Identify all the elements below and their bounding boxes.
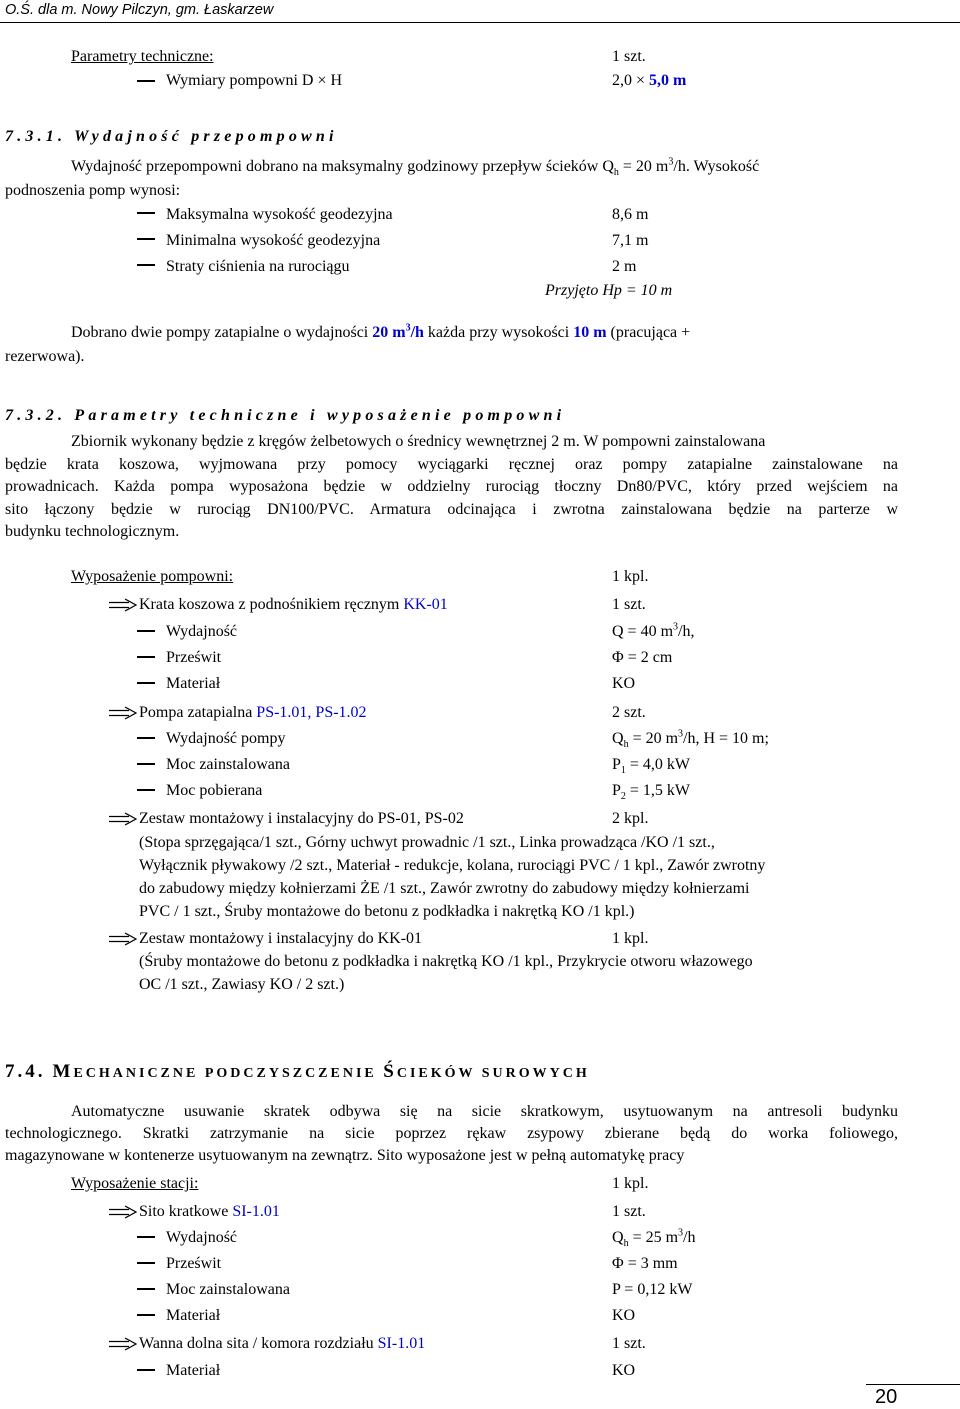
pompa-param-label: Moc pobierana bbox=[166, 782, 263, 799]
dash-icon bbox=[137, 264, 155, 266]
dash-icon bbox=[137, 737, 155, 739]
pompa-label: Pompa zatapialna PS-1.01, PS-1.02 bbox=[139, 704, 367, 721]
dash-icon bbox=[137, 80, 155, 82]
krata-param-value: Q = 40 $m^3/h$, bbox=[612, 621, 695, 640]
pump-equipment-qty: 1 kpl. bbox=[612, 568, 649, 585]
sito-qty: 1 szt. bbox=[612, 1203, 646, 1220]
s732-para-last: budynku technologicznym. bbox=[5, 523, 180, 540]
s74-para-last: magazynowane w kontenerze usytuowanym na zewnątrz. Sito wyposażone jest w pełną automatykę pracy bbox=[5, 1147, 685, 1164]
pompa-param-value: $P_2 = 1,5$ kW bbox=[612, 782, 691, 803]
pump-dimensions-value: 2,0 × 5,0 m bbox=[612, 72, 687, 89]
height-item-value: 7,1 m bbox=[612, 232, 649, 249]
section-7-3-1-heading: 7.3.1. Wydajność przepompowni bbox=[5, 128, 338, 145]
s731-chosen-line1: Dobrano dwie pompy zatapialne o wydajności 20 $m^3/h$ każda przy wysokości 10 m (pracująca + bbox=[71, 322, 691, 341]
s74-para-line1: Automatyczne usuwanie skratek odbywa się na sicie skratkowym, usytuowanym na antresoli budynku bbox=[71, 1103, 898, 1120]
zestaw1-label: Zestaw montażowy i instalacyjny do PS-01, PS-02 bbox=[139, 810, 464, 827]
tech-params-title: Parametry techniczne: bbox=[71, 48, 214, 65]
zestaw1-line: do zabudowy między kołnierzami ŻE /1 szt., Zawór zwrotny do zabudowy między kołnierzami bbox=[139, 880, 750, 897]
double-arrow-icon bbox=[108, 812, 138, 826]
sito-param-label: Materiał bbox=[166, 1307, 221, 1324]
sito-param-value: Φ = 3 mm bbox=[612, 1255, 678, 1272]
running-header: O.Ś. dla m. Nowy Pilczyn, gm. Łaskarzew bbox=[5, 2, 274, 18]
pompa-param-label: Wydajność pompy bbox=[166, 730, 286, 747]
dash-icon bbox=[137, 630, 155, 632]
dash-icon bbox=[137, 763, 155, 765]
wanna-param-label: Materiał bbox=[166, 1362, 221, 1379]
assumed-head: Przyjęto Hp = 10 m bbox=[545, 282, 673, 299]
tech-params-qty: 1 szt. bbox=[612, 48, 646, 65]
sito-param-value: $Q_h = 25$ $m^3/h$ bbox=[612, 1227, 696, 1250]
dash-icon bbox=[137, 682, 155, 684]
s731-intro-line1: Wydajność przepompowni dobrano na maksymalny godzinowy przepływ ścieków $Q_h = 20$ $m^3/h$. Wysokość bbox=[71, 156, 760, 179]
zestaw2-line: (Śruby montażowe do betonu z podkładka i nakrętką KO /1 kpl., Przykrycie otworu włazowego bbox=[139, 953, 753, 970]
krata-param-label: Wydajność bbox=[166, 623, 238, 640]
pompa-param-value: $P_1 = 4,0$ kW bbox=[612, 756, 691, 777]
double-arrow-icon bbox=[108, 1337, 138, 1351]
zestaw2-qty: 1 kpl. bbox=[612, 930, 649, 947]
double-arrow-icon bbox=[108, 598, 138, 612]
pompa-param-value: $Q_h = 20$ $m^3/h$, H = 10 m; bbox=[612, 728, 769, 751]
s74-para-line: technologicznego. Skratki zatrzymanie na sicie poprzez rękaw zsypowy zbierane będą do worka foliowego, bbox=[5, 1125, 898, 1142]
pump-dimensions-label: Wymiary pompowni D × H bbox=[166, 72, 343, 89]
krata-qty: 1 szt. bbox=[612, 596, 646, 613]
s731-intro-line2: podnoszenia pomp wynosi: bbox=[5, 182, 181, 199]
dash-icon bbox=[137, 238, 155, 240]
krata-label: Krata koszowa z podnośnikiem ręcznym KK-01 bbox=[139, 596, 448, 613]
s732-para-line1: Zbiornik wykonany będzie z kręgów żelbetowych o średnicy wewnętrznej 2 m. W pompowni zainstalowana bbox=[71, 433, 766, 450]
krata-param-value: Φ = 2 cm bbox=[612, 649, 673, 666]
height-item-label: Straty ciśnienia na rurociągu bbox=[166, 258, 350, 275]
dash-icon bbox=[137, 789, 155, 791]
wanna-label: Wanna dolna sita / komora rozdziału SI-1.01 bbox=[139, 1335, 426, 1352]
station-equipment-qty: 1 kpl. bbox=[612, 1175, 649, 1192]
section-7-3-2-heading: 7.3.2. Parametry techniczne i wyposażenie pompowni bbox=[5, 407, 566, 424]
krata-param-label: Materiał bbox=[166, 675, 221, 692]
double-arrow-icon bbox=[108, 706, 138, 720]
sito-param-label: Prześwit bbox=[166, 1255, 222, 1272]
dash-icon bbox=[137, 212, 155, 214]
dash-icon bbox=[137, 1369, 155, 1371]
pompa-qty: 2 szt. bbox=[612, 704, 646, 721]
header-rule bbox=[0, 22, 960, 23]
page-number: 20 bbox=[875, 1386, 898, 1408]
dash-icon bbox=[137, 1288, 155, 1290]
zestaw1-line: Wyłącznik pływakowy /2 szt., Materiał - redukcje, kolana, rurociągi PVC / 1 kpl., Zawór zwrotny bbox=[139, 857, 766, 874]
dash-icon bbox=[137, 1236, 155, 1238]
section-7-4-heading: 7.4. MECHANICZNE PODCZYSZCZENIE ŚCIEKÓW SUROWYCH bbox=[5, 1061, 590, 1082]
dash-icon bbox=[137, 656, 155, 658]
zestaw2-line: OC /1 szt., Zawiasy KO / 2 szt.) bbox=[139, 976, 345, 993]
dash-icon bbox=[137, 1314, 155, 1316]
krata-param-label: Prześwit bbox=[166, 649, 222, 666]
dash-icon bbox=[137, 1262, 155, 1264]
zestaw1-line: (Stopa sprzęgająca/1 szt., Górny uchwyt prowadnic /1 szt., Linka prowadząca /KO /1 szt., bbox=[139, 834, 715, 851]
zestaw2-label: Zestaw montażowy i instalacyjny do KK-01 bbox=[139, 930, 423, 947]
double-arrow-icon bbox=[108, 932, 138, 946]
s732-para-line: będzie krata koszowa, wyjmowana przy pomocy wyciągarki ręcznej oraz pompy zatapialne zainstalowane na bbox=[5, 456, 898, 473]
wanna-param-value: KO bbox=[612, 1362, 636, 1379]
s731-chosen-line2: rezerwowa). bbox=[5, 348, 85, 365]
sito-param-label: Wydajność bbox=[166, 1229, 238, 1246]
sito-param-value: P = 0,12 kW bbox=[612, 1281, 693, 1298]
pump-equipment-title: Wyposażenie pompowni: bbox=[71, 568, 234, 585]
height-item-label: Maksymalna wysokość geodezyjna bbox=[166, 206, 393, 223]
sito-label: Sito kratkowe SI-1.01 bbox=[139, 1203, 280, 1220]
s732-para-line: sito łączony będzie w rurociąg DN100/PVC. Armatura odcinająca i zwrotna zainstalowana będzie na parterze w bbox=[5, 501, 898, 518]
pompa-param-label: Moc zainstalowana bbox=[166, 756, 290, 773]
height-item-label: Minimalna wysokość geodezyjna bbox=[166, 232, 381, 249]
height-item-value: 2 m bbox=[612, 258, 637, 275]
double-arrow-icon bbox=[108, 1205, 138, 1219]
height-item-value: 8,6 m bbox=[612, 206, 649, 223]
sito-param-label: Moc zainstalowana bbox=[166, 1281, 290, 1298]
wanna-qty: 1 szt. bbox=[612, 1335, 646, 1352]
station-equipment-title: Wyposażenie stacji: bbox=[71, 1175, 199, 1192]
s732-para-line: prowadnicach. Każda pompa wyposażona będzie w oddzielny rurociąg tłoczny Dn80/PVC, który przed wejściem na bbox=[5, 478, 898, 495]
sito-param-value: KO bbox=[612, 1307, 636, 1324]
zestaw1-qty: 2 kpl. bbox=[612, 810, 649, 827]
zestaw1-line: PVC / 1 szt., Śruby montażowe do betonu z podkładka i nakrętką KO /1 kpl.) bbox=[139, 903, 635, 920]
krata-param-value: KO bbox=[612, 675, 636, 692]
